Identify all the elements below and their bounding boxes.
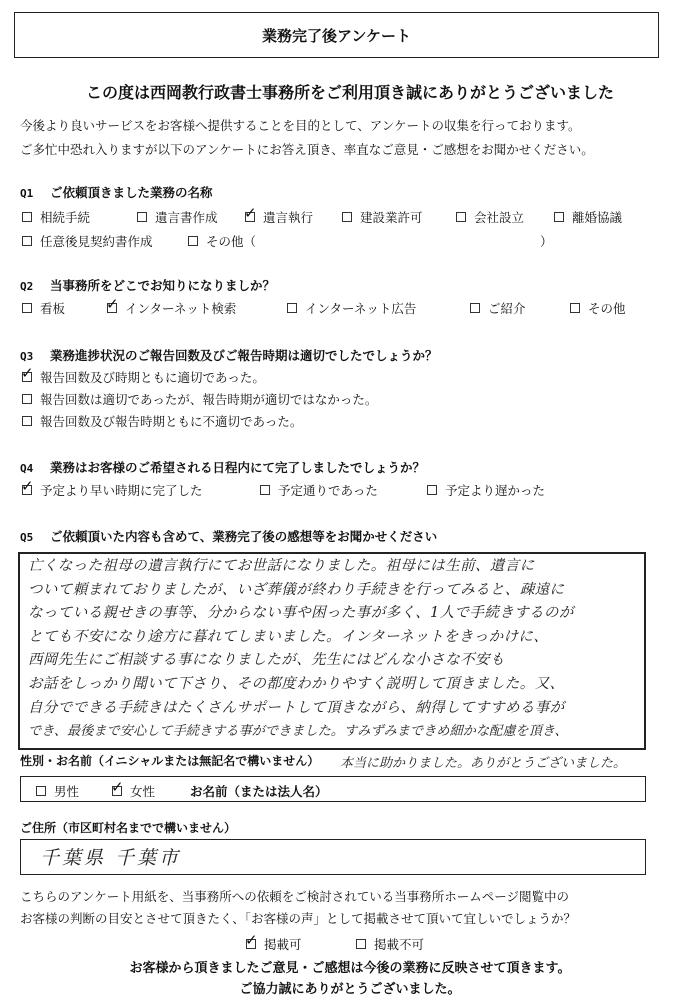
q5-question <box>20 527 437 545</box>
q1-text: ご依頼頂きました業務の名称 <box>50 185 213 200</box>
q1-other-close-paren: ） <box>540 234 553 249</box>
q4-option[interactable] <box>22 481 203 499</box>
option-label: 報告回数及び時期ともに適切であった。 <box>40 370 265 385</box>
address-value: 千葉県 千葉市 <box>40 847 182 869</box>
checkbox[interactable] <box>22 394 32 404</box>
q2-option[interactable] <box>570 299 626 317</box>
intro-line-2: ご多忙中恐れ入りますが以下のアンケートにお答え頂き、率直なご意見・ご感想をお聞かせください。 <box>20 142 594 157</box>
option-label: 予定通りであった <box>278 483 378 498</box>
q1-option[interactable] <box>245 208 313 226</box>
option-label: 女性 <box>130 784 156 799</box>
answer-line: とても不安になり途方に暮れてしまいました。インターネットをきっかけに、 <box>28 628 549 645</box>
option-label: 遺言執行 <box>263 210 314 225</box>
option-label: 任意後見契約書作成 <box>40 234 153 249</box>
gender-female-option[interactable] <box>112 782 155 800</box>
q1-option[interactable] <box>22 208 90 226</box>
q3-text: 業務進捗状況のご報告回数及びご報告時期は適切でしたでしょうか？ <box>50 348 438 363</box>
option-label: 遺言書作成 <box>155 210 218 225</box>
checkbox-checked[interactable] <box>246 939 256 949</box>
option-label: 掲載不可 <box>374 937 425 952</box>
checkbox[interactable] <box>22 416 32 426</box>
consent-line-1: こちらのアンケート用紙を、当事務所への依頼をご検討されている当事務所ホームページ閲覧中の <box>20 889 570 904</box>
checkbox[interactable] <box>356 939 366 949</box>
checkbox[interactable] <box>36 786 46 796</box>
q2-option[interactable] <box>287 299 416 317</box>
q3-option[interactable] <box>22 412 302 430</box>
q2-option[interactable] <box>107 299 236 317</box>
checkbox-checked[interactable] <box>112 786 122 796</box>
answer-line: ついて頼まれておりましたが、いざ葬儀が終わり手続きを行ってみると、疎遠に <box>28 581 565 598</box>
option-label: その他（ <box>206 234 257 249</box>
q3-question <box>20 346 438 364</box>
footer-line-2: ご協力誠にありがとうございました。 <box>239 982 461 997</box>
address-section-label: ご住所（市区町村名までで構いません） <box>20 821 237 835</box>
option-label: その他 <box>588 301 626 316</box>
gender-male-option[interactable] <box>36 782 79 800</box>
option-label: 男性 <box>54 784 80 799</box>
option-label: 報告回数は適切であったが、報告時期が適切ではなかった。 <box>40 392 378 407</box>
checkbox[interactable] <box>342 212 352 222</box>
q4-text: 業務はお客様のご希望される日程内にて完了しましたでしょうか？ <box>50 460 426 475</box>
q5-number: Q5 <box>20 531 34 544</box>
option-label: インターネット検索 <box>125 301 237 316</box>
answer-line: 西岡先生にご相談する事になりましたが、先生にはどんな小さな不安も <box>28 652 505 669</box>
q1-option-other[interactable] <box>188 232 256 250</box>
option-label: 相続手続 <box>40 210 91 225</box>
checkbox[interactable] <box>188 236 198 246</box>
checkbox[interactable] <box>427 485 437 495</box>
consent-line-2: お客様の判断の目安とさせて頂きたく、「お客様の声」として掲載させて頂いて宜しいでしょうか？ <box>20 911 577 926</box>
checkbox[interactable] <box>570 303 580 313</box>
q2-text: 当事務所をどこでお知りになりましか？ <box>50 278 276 293</box>
q2-number: Q2 <box>20 280 34 293</box>
survey-title: 業務完了後アンケート <box>261 26 412 45</box>
answer-line: でき、最後まで安心して手続きする事ができました。すみずみまできめ細かな配慮を頂き、 <box>28 724 568 740</box>
answer-line: なっている親せきの事等、分からない事や困った事が多く、1人で手続きするのが <box>28 605 574 622</box>
q1-option[interactable] <box>456 208 524 226</box>
q4-question <box>20 458 425 476</box>
q1-option[interactable] <box>342 208 423 226</box>
answer-line: 自分でできる手続きはたくさんサポートして頂きながら、納得してすすめる事が <box>28 699 565 716</box>
checkbox[interactable] <box>22 212 32 222</box>
q4-option[interactable] <box>427 481 545 499</box>
option-label: 建設業許可 <box>360 210 423 225</box>
q5-answer-text <box>28 555 668 744</box>
checkbox[interactable] <box>22 236 32 246</box>
name-field-label: お名前（または法人名） <box>190 784 328 799</box>
option-label: ご紹介 <box>488 301 526 316</box>
checkbox-checked[interactable] <box>245 212 255 222</box>
q2-option[interactable] <box>470 299 526 317</box>
answer-line: お話をしっかり聞いて下さり、その都度わかりやすく説明して頂きました。又、 <box>28 675 565 692</box>
q3-number: Q3 <box>20 350 34 363</box>
q1-option[interactable] <box>554 208 622 226</box>
checkbox[interactable] <box>137 212 147 222</box>
q1-option[interactable] <box>22 232 153 250</box>
answer-line: 亡くなった祖母の遺言執行にてお世話になりました。祖母には生前、遺言に <box>28 558 535 574</box>
consent-no-option[interactable] <box>356 935 424 953</box>
option-label: 会社設立 <box>474 210 525 225</box>
option-label: 離婚協議 <box>572 210 623 225</box>
q4-number: Q4 <box>20 462 34 475</box>
checkbox[interactable] <box>287 303 297 313</box>
answer-line-overflow: 本当に助かりました。ありがとうございました。 <box>340 756 627 771</box>
intro-text <box>20 114 594 162</box>
checkbox[interactable] <box>470 303 480 313</box>
q5-text: ご依頼頂いた内容も含めて、業務完了後の感想等をお聞かせください <box>50 529 438 544</box>
survey-title-box <box>14 12 659 58</box>
q4-option[interactable] <box>260 481 378 499</box>
option-label: 看板 <box>40 301 66 316</box>
q3-option[interactable] <box>22 390 377 408</box>
thank-you-heading: この度は西岡教行政書士事務所をご利用頂き誠にありがとうございました <box>85 83 614 102</box>
q2-question <box>20 276 275 294</box>
option-label: インターネット広告 <box>305 301 417 316</box>
option-label: 掲載可 <box>264 937 302 952</box>
checkbox-checked[interactable] <box>22 372 32 382</box>
footer-line-1: お客様から頂きましたご意見・ご感想は今後の業務に反映させて頂きます。 <box>129 961 571 976</box>
checkbox[interactable] <box>554 212 564 222</box>
q1-question <box>20 183 213 201</box>
intro-line-1: 今後より良いサービスをお客様へ提供することを目的として、アンケートの収集を行っております。 <box>20 118 581 133</box>
checkbox-checked[interactable] <box>107 303 117 313</box>
checkbox-checked[interactable] <box>22 485 32 495</box>
name-section-label: 性別・お名前（イニシャルまたは無記名で構いません） <box>20 754 320 768</box>
q3-option[interactable] <box>22 368 265 386</box>
checkbox[interactable] <box>456 212 466 222</box>
checkbox[interactable] <box>260 485 270 495</box>
q1-option[interactable] <box>137 208 218 226</box>
q1-number: Q1 <box>20 187 34 200</box>
q2-option[interactable] <box>22 299 65 317</box>
option-label: 予定より遅かった <box>445 483 546 498</box>
consent-yes-option[interactable] <box>246 935 302 953</box>
publication-consent-text <box>20 886 576 930</box>
checkbox[interactable] <box>22 303 32 313</box>
option-label: 報告回数及び報告時期ともに不適切であった。 <box>40 414 303 429</box>
option-label: 予定より早い時期に完了した <box>40 483 203 498</box>
